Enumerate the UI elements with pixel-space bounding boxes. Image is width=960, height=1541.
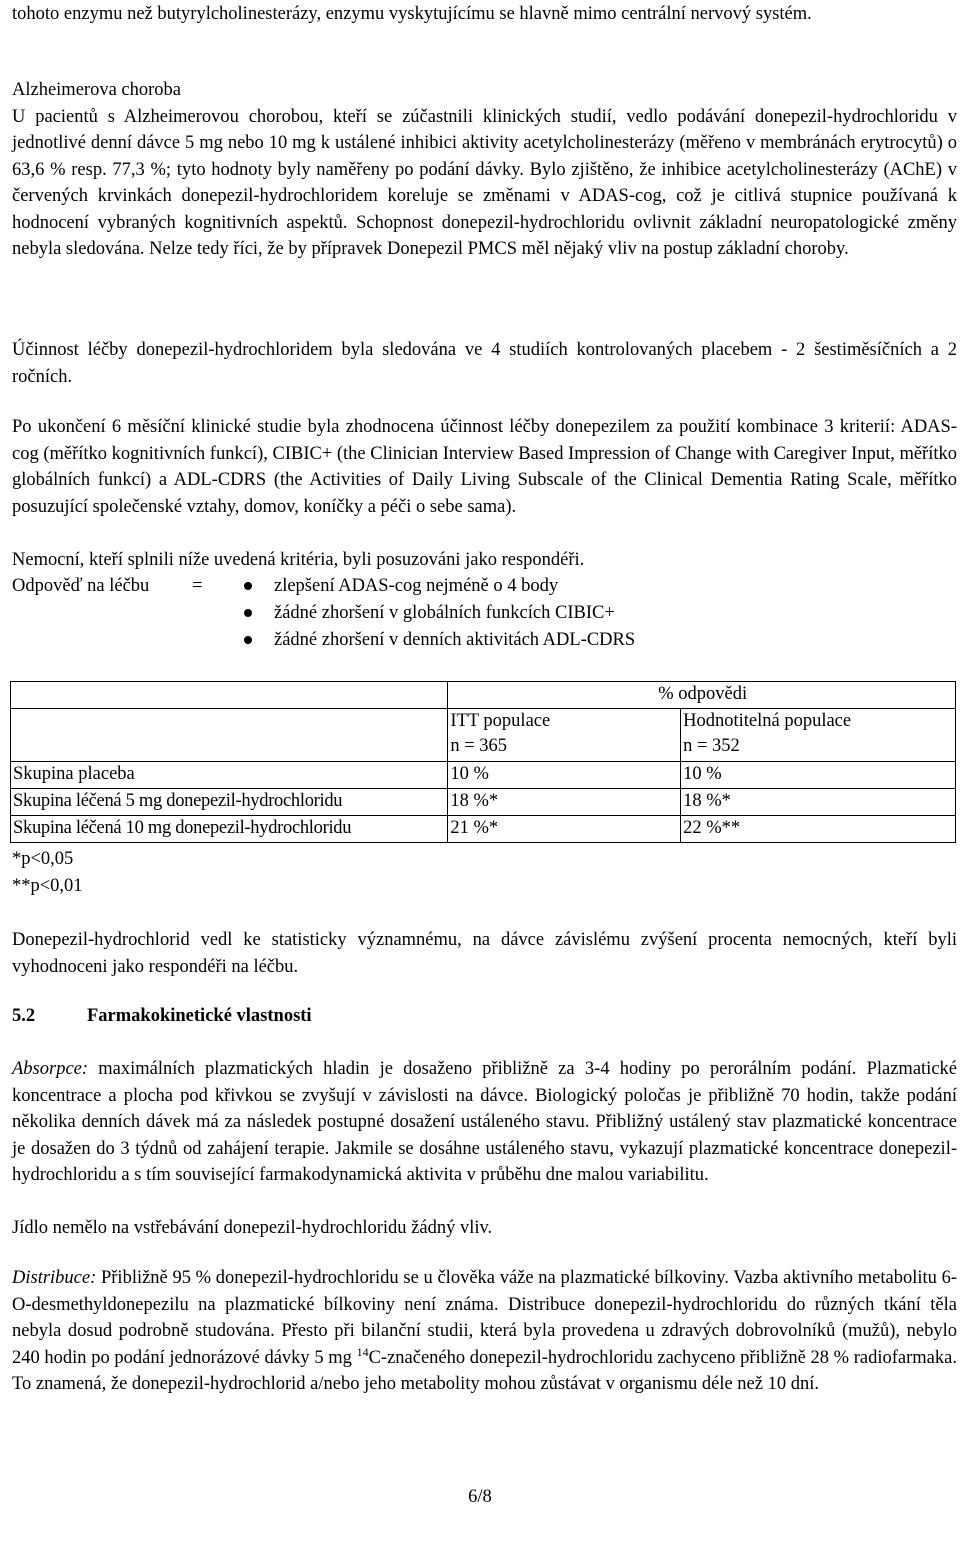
table-col-itt-n: n = 365 (450, 736, 508, 756)
table-cell-itt: 21 %* (448, 815, 681, 842)
responders-line: Nemocní, kteří splnili níže uvedená kritéria, byli posuzováni jako respondéři. (12, 549, 585, 570)
response-definition-row-2 (0, 600, 960, 627)
table-group-header: % odpovědi (448, 682, 956, 709)
bullet-icon (244, 636, 252, 644)
table-header-row (11, 682, 956, 709)
distribution-paragraph (12, 1265, 957, 1398)
response-bullet: žádné zhoršení v denních aktivitách ADL-CDRS (274, 630, 636, 650)
table-col-itt (448, 708, 681, 761)
absorption-text: maximálních plazmatických hladin je dosaženo přibližně za 3-4 hodiny po perorálním podání. Plazmatické koncentrace a plocha pod křivkou se zvyšují v závislosti na dávce. Biologický poločas je přibližně 70 hodin, takže podání několika denních dávek má za následek postupné dosažení ustáleného stavu. Přibližný ustálený stav plazmatické koncentrace je dosažen do 3 týdnů od zahájení terapie. Jakmile se dosáhne ustáleného stavu, vykazují plazmatické koncentrace donepezil-hydrochloridu a s tím související farmakodynamická aktivita v průběhu dne malou variabilitu. (12, 1059, 957, 1185)
table-cell-itt: 18 %* (448, 788, 681, 815)
table-cell-eval: 10 % (681, 761, 956, 788)
intro-tail-paragraph: tohoto enzymu než butyrylcholinesterázy, enzymu vyskytujícímu se hlavně mimo centrální nervový systém. (12, 4, 812, 24)
table-cell-eval: 22 %** (681, 815, 956, 842)
table-col-eval (681, 708, 956, 761)
alzheimer-paragraph: U pacientů s Alzheimerovou chorobou, kteří se zúčastnili klinických studií, vedlo podávání donepezil-hydrochloridu v jednotlivé denní dávce 5 mg nebo 10 mg k ustálené inhibici aktivity acetylcholinesterázy (měřeno v membránách erytrocytů) o 63,6 % resp. 77,3 %; tyto hodnoty byly naměřeny po podání dávky. Bylo zjištěno, že inhibice acetylcholinesterázy (AChE) v červených krvinkách donepezil-hydrochloridem koreluje se změnami v ADAS-cog, což je citlivá stupnice používaná k hodnocení vybraných kognitivních aspektů. Schopnost donepezil-hydrochloridu ovlivnit základní neuropatologické změny nebyla sledována. Nelze tedy říci, že by přípravek Donepezil PMCS měl nějaký vliv na postup základní choroby. (12, 106, 957, 259)
bullet-icon (244, 609, 252, 617)
table-subheader-row (11, 708, 956, 761)
distribution-label: Distribuce: (12, 1268, 97, 1288)
table-cell-group: Skupina placeba (11, 761, 448, 788)
distribution-text-1: Přibližně 95 % donepezil-hydrochloridu se u člověka váže na plazmatické bílkoviny. Vazba aktivního metabolitu 6-O-desmethyldonepezilu na plazmatické bílkoviny není známa. Distribuce donepezil-hydrochloridu do různých tkání těla nebyla dosud podrobně studována. Přesto při bilanční studii, která byla provedena u zdravých dobrovolníků (mužů), nebylo 240 hodin po podání jednorázové dávky 5 mg (12, 1268, 957, 1368)
table-cell-eval: 18 %* (681, 788, 956, 815)
response-equals: = (192, 576, 203, 596)
absorption-label: Absorpce: (12, 1059, 89, 1079)
table-cell-empty (11, 708, 448, 761)
distribution-text-2: C-značeného donepezil-hydrochloridu zachyceno přibližně 28 % radiofarmaka. To znamená, že donepezil-hydrochlorid a/nebo jeho metabolity mohou zůstávat v organismu déle než 10 dní. (12, 1347, 957, 1394)
table-row (11, 761, 956, 788)
section-number: 5.2 (12, 1006, 36, 1026)
section-title: Farmakokinetické vlastnosti (87, 1006, 312, 1026)
table-col-eval-n: n = 352 (683, 736, 740, 756)
footnote-p001: **p<0,01 (12, 876, 83, 896)
response-table (10, 681, 956, 843)
table-cell-group: Skupina léčená 5 mg donepezil-hydrochloridu (11, 788, 448, 815)
table-col-itt-label: ITT populace (450, 710, 551, 731)
response-definition-row-1 (0, 573, 960, 600)
efficacy-paragraph: Účinnost léčby donepezil-hydrochloridem byla sledována ve 4 studiích kontrolovaných placebem - 2 šestiměsíčních a 2 ročních. (12, 340, 957, 387)
significance-paragraph: Donepezil-hydrochlorid vedl ke statisticky významnému, na dávce závislému zvýšení procenta nemocných, kteří byli vyhodnoceni jako respondéři na léčbu. (12, 930, 957, 977)
table-row (11, 815, 956, 842)
response-label: Odpověď na léčbu (12, 576, 150, 596)
table-row (11, 788, 956, 815)
table-cell-group: Skupina léčená 10 mg donepezil-hydrochloridu (11, 815, 448, 842)
table-col-eval-label: Hodnotitelná populace (683, 710, 852, 731)
table-cell-itt: 10 % (448, 761, 681, 788)
response-definition-row-3 (0, 627, 960, 654)
bullet-icon (244, 582, 252, 590)
food-line: Jídlo nemělo na vstřebávání donepezil-hydrochloridu žádný vliv. (12, 1218, 493, 1238)
response-bullet: žádné zhoršení v globálních funkcích CIBIC+ (274, 603, 615, 623)
criteria-paragraph: Po ukončení 6 měsíční klinické studie byla zhodnocena účinnost léčby donepezilem za použití kombinace 3 kriterií: ADAS-cog (měřítko kognitivních funkcí), CIBIC+ (the Clinician Interview Based Impression of Change with Caregiver Input, měřítko globálních funkcí) a ADL-CDRS (the Activities of Daily Living Subscale of the Clinical Dementia Rating Scale, měřítko posuzující společenské vztahy, domov, koníčky a péči o sebe sama). (12, 417, 957, 517)
page-number: 6/8 (468, 1487, 492, 1507)
alzheimer-heading: Alzheimerova choroba (12, 80, 181, 100)
footnote-p005: *p<0,05 (12, 849, 74, 869)
response-bullet: zlepšení ADAS-cog nejméně o 4 body (274, 576, 559, 596)
table-cell-empty (11, 682, 448, 709)
isotope-superscript: 14 (356, 1344, 369, 1359)
absorption-paragraph (12, 1056, 957, 1189)
